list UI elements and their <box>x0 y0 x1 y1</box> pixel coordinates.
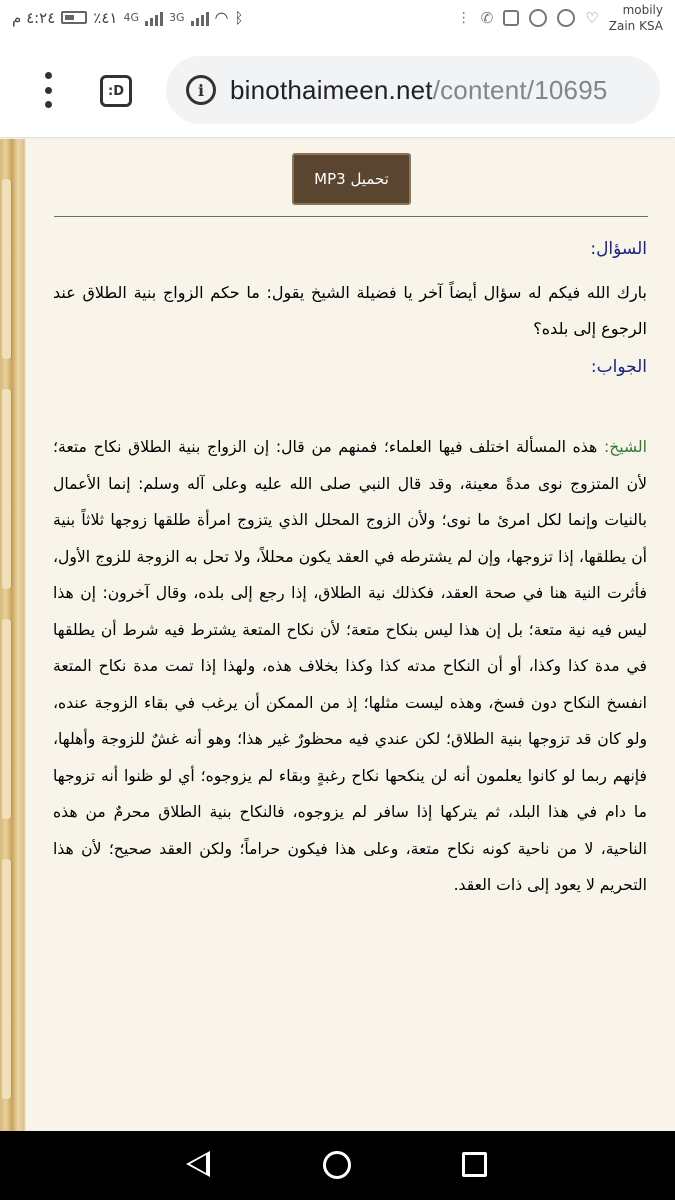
download-icon <box>503 10 519 26</box>
network-type-1: 4G <box>123 11 140 24</box>
divider <box>54 216 648 217</box>
more-menu-icon[interactable] <box>38 72 58 108</box>
carrier-2: Zain KSA <box>608 19 663 33</box>
article-content <box>26 139 675 1131</box>
bluetooth-icon: ᛒ <box>234 8 244 27</box>
info-icon[interactable]: i <box>186 75 216 105</box>
url-host: binothaimeen.net <box>230 74 433 105</box>
signal-icon <box>145 10 163 26</box>
speaker-label: الشيخ: <box>603 438 647 456</box>
answer-label: الجواب: <box>590 357 647 377</box>
network-type-2: 3G <box>169 11 185 24</box>
clock: ٤:٢٤ م <box>12 8 56 27</box>
status-right-cluster <box>457 2 663 34</box>
carrier-info <box>609 2 663 34</box>
recent-apps-icon[interactable] <box>462 1152 487 1177</box>
page-viewport[interactable] <box>0 139 675 1131</box>
battery-percent: ٪٤١ <box>93 8 118 27</box>
url-text[interactable] <box>230 75 608 106</box>
back-icon[interactable] <box>186 1151 210 1177</box>
chrome-icon <box>529 9 547 27</box>
answer-text-block <box>53 429 647 904</box>
tab-switcher-button[interactable]: :D <box>100 75 132 107</box>
home-icon[interactable] <box>323 1151 351 1179</box>
carrier-1: mobily <box>622 3 663 17</box>
decorative-border <box>0 139 26 1131</box>
browser-toolbar <box>0 44 675 138</box>
system-nav-bar <box>0 1131 675 1200</box>
status-left-cluster <box>12 8 244 27</box>
download-mp3-button[interactable]: تحميل MP3 <box>292 153 411 205</box>
question-label: السؤال: <box>590 239 647 259</box>
question-text: بارك الله فيكم له سؤال أيضاً آخر يا فضيلة الشيخ يقول: ما حكم الزواج بنية الطلاق عند الرجوع إلى بلده؟ <box>53 283 647 338</box>
more-dots-icon: ⋮ <box>456 10 471 26</box>
status-bar <box>0 0 675 44</box>
heart-rate-icon: ♡ <box>585 9 599 27</box>
battery-icon <box>61 11 87 24</box>
wifi-icon: ◠ <box>214 8 229 27</box>
answer-text: هذه المسألة اختلف فيها العلماء؛ فمنهم من قال: إن الزواج بنية الطلاق نكاح متعة؛ لأن المتزوج نوى مدةً معينة، وقد قال النبي صلى الله عليه وعلى آله وسلم: إنما الأعمال بالنيات وإنما لكل امرئ ما نوى؛ ولأن الزوج المحلل الذي يتزوج امرأة طلقها زوجها ثلاثاً بنية أن يطلقها، إذا تزوجها، وإن لم يشترطه في العقد يكون محللاً، ولا تحل به الزوجة للزوج الأول، فأثرت النية هنا في صحة العقد، فكذلك نية الطلاق، إذا رجع إلى بلده، وقال آخرون: إن هذا ليس فيه نية متعة؛ بل إن هذا ليس بنكاح متعة؛ لأن نكاح المتعة يشترط فيه شرط أن يطلقها في مدة كذا وكذا، أو أن النكاح مدته كذا وكذا بخلاف هذه، ولهذا إذا تمت مدة نكاح المتعة انفسخ النكاح دون فسخ، وهذه ليست مثلها؛ إذ من الممكن أن يرغب في بقاء الزوجة عنده، ولو كان قد تزوجها بنية الطلاق؛ لكن عندي فيه محظورٌ غير هذا؛ وهو أنه غشٌ للزوجة وأهلها، فإنهم ربما لو كانوا يعلمون أنه لن ينكحها نكاح رغبةٍ وبقاء لم يزوجوه؛ أي لو ظنوا أنه تزوجها ما دام في هذا البلد، ثم يتركها إذا سافر لم يزوجوه، فالنكاح بنية الطلاق محرمٌ من هذه الناحية، لا من ناحية كونه نكاح متعة، وعلى هذا فيكون حراماً؛ ولكن العقد صحيح؛ لأن هذا التحريم لا يعود إلى ذات العقد. <box>53 438 647 894</box>
url-path: /content/10695 <box>432 74 608 105</box>
signal-icon-2 <box>191 10 209 26</box>
whatsapp-icon <box>557 9 575 27</box>
missed-call-icon: ✆ <box>480 9 494 27</box>
address-bar[interactable] <box>166 56 660 124</box>
